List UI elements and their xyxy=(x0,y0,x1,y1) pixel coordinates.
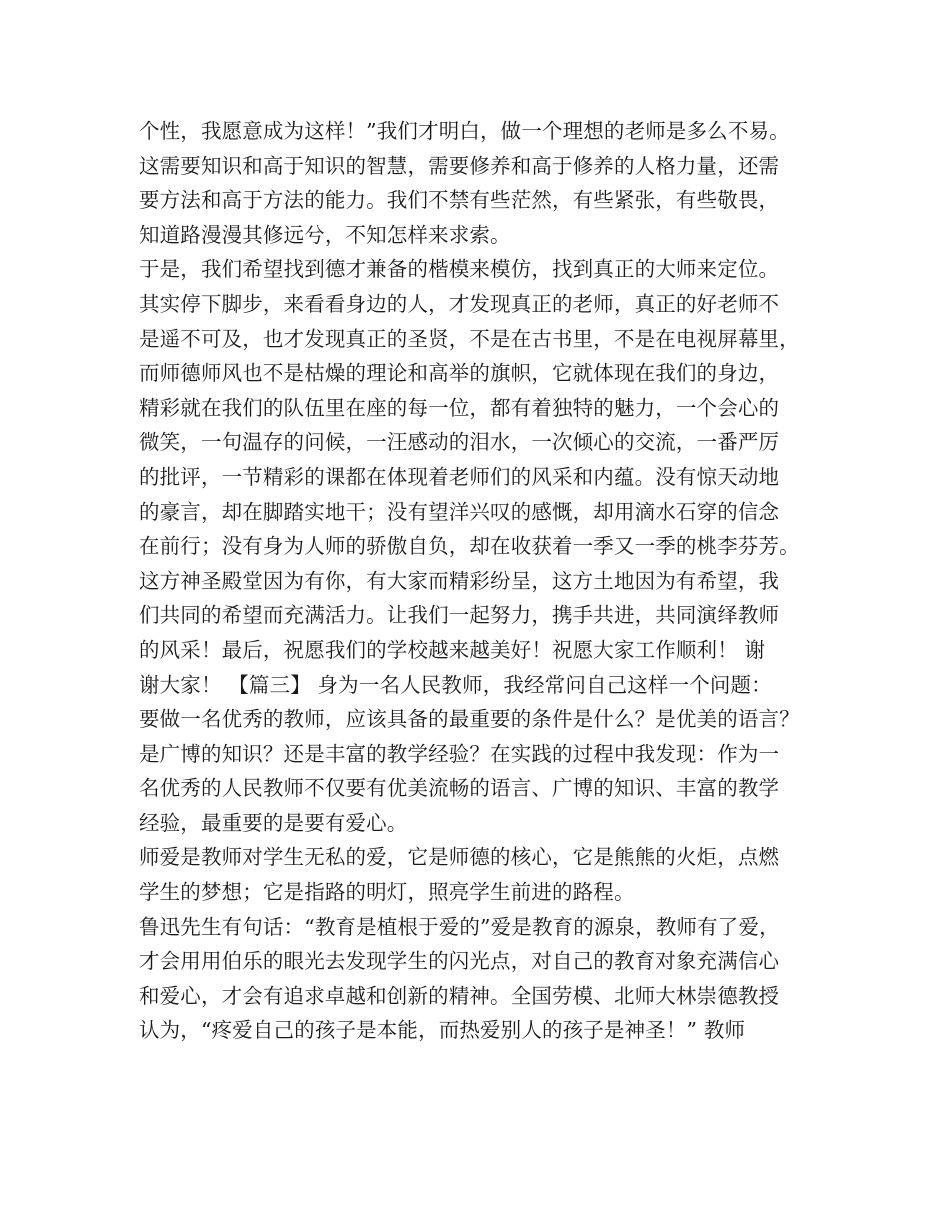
text-line: 的批评，一节精彩的课都在体现着老师们的风采和内蕴。没有惊天动地 xyxy=(139,464,780,489)
text-line: 谢大家！ 【篇三】 身为一名人民教师，我经常问自己这样一个问题： xyxy=(139,672,772,697)
text-line: 名优秀的人民教师不仅要有优美流畅的语言、广博的知识、丰富的教学 xyxy=(139,776,780,801)
text-line: 在前行；没有身为人师的骄傲自负，却在收获着一季又一季的桃李芬芳。 xyxy=(139,534,800,559)
text-line: 学生的梦想；它是指路的明灯，照亮学生前进的路程。 xyxy=(139,880,635,905)
text-line: 和爱心，才会有追求卓越和创新的精神。全国劳模、北师大林崇德教授 xyxy=(139,983,780,1008)
text-line: 其实停下脚步，来看看身边的人，才发现真正的老师，真正的好老师不 xyxy=(139,291,780,316)
text-line: 于是，我们希望找到德才兼备的楷模来模仿，找到真正的大师来定位。 xyxy=(139,257,780,282)
text-line: 鲁迅先生有句话：“教育是植根于爱的”爱是教育的源泉，教师有了爱， xyxy=(139,914,780,939)
text-line: 而师德师风也不是枯燥的理论和高举的旗帜，它就体现在我们的身边， xyxy=(139,361,780,386)
text-line: 是遥不可及，也才发现真正的圣贤，不是在古书里，不是在电视屏幕里， xyxy=(139,326,800,351)
text-line: 的风采！最后，祝愿我们的学校越来越美好！祝愿大家工作顺利！ 谢 xyxy=(139,637,766,662)
text-line: 微笑，一句温存的问候，一汪感动的泪水，一次倾心的交流，一番严厉 xyxy=(139,430,780,455)
text-line: 经验，最重要的是要有爱心。 xyxy=(139,810,408,835)
text-line: 们共同的希望而充满活力。让我们一起努力，携手共进，共同演绎教师 xyxy=(139,603,780,628)
text-line: 要做一名优秀的教师，应该具备的最重要的条件是什么？是优美的语言？ xyxy=(139,707,800,732)
text-line: 要方法和高于方法的能力。我们不禁有些茫然，有些紧张，有些敬畏， xyxy=(139,188,780,213)
text-line: 的豪言，却在脚踏实地干；没有望洋兴叹的感慨，却用滴水石穿的信念 xyxy=(139,499,780,524)
text-line: 知道路漫漫其修远兮，不知怎样来求索。 xyxy=(139,222,511,247)
text-line: 认为，“疼爱自己的孩子是本能，而热爱别人的孩子是神圣！” 教师 xyxy=(139,1018,746,1043)
text-line: 是广博的知识？还是丰富的教学经验？在实践的过程中我发现：作为一 xyxy=(139,741,780,766)
text-line: 精彩就在我们的队伍里在座的每一位，都有着独特的魅力，一个会心的 xyxy=(139,395,780,420)
text-line: 师爱是教师对学生无私的爱，它是师德的核心，它是熊熊的火炬，点燃 xyxy=(139,845,780,870)
text-line: 这方神圣殿堂因为有你，有大家而精彩纷呈，这方土地因为有希望，我 xyxy=(139,568,780,593)
body-text xyxy=(139,114,829,1048)
text-line: 这需要知识和高于知识的智慧，需要修养和高于修养的人格力量，还需 xyxy=(139,153,780,178)
text-line: 才会用用伯乐的眼光去发现学生的闪光点，对自己的教育对象充满信心 xyxy=(139,949,780,974)
text-line: 个性，我愿意成为这样！”我们才明白，做一个理想的老师是多么不易。 xyxy=(139,119,790,143)
